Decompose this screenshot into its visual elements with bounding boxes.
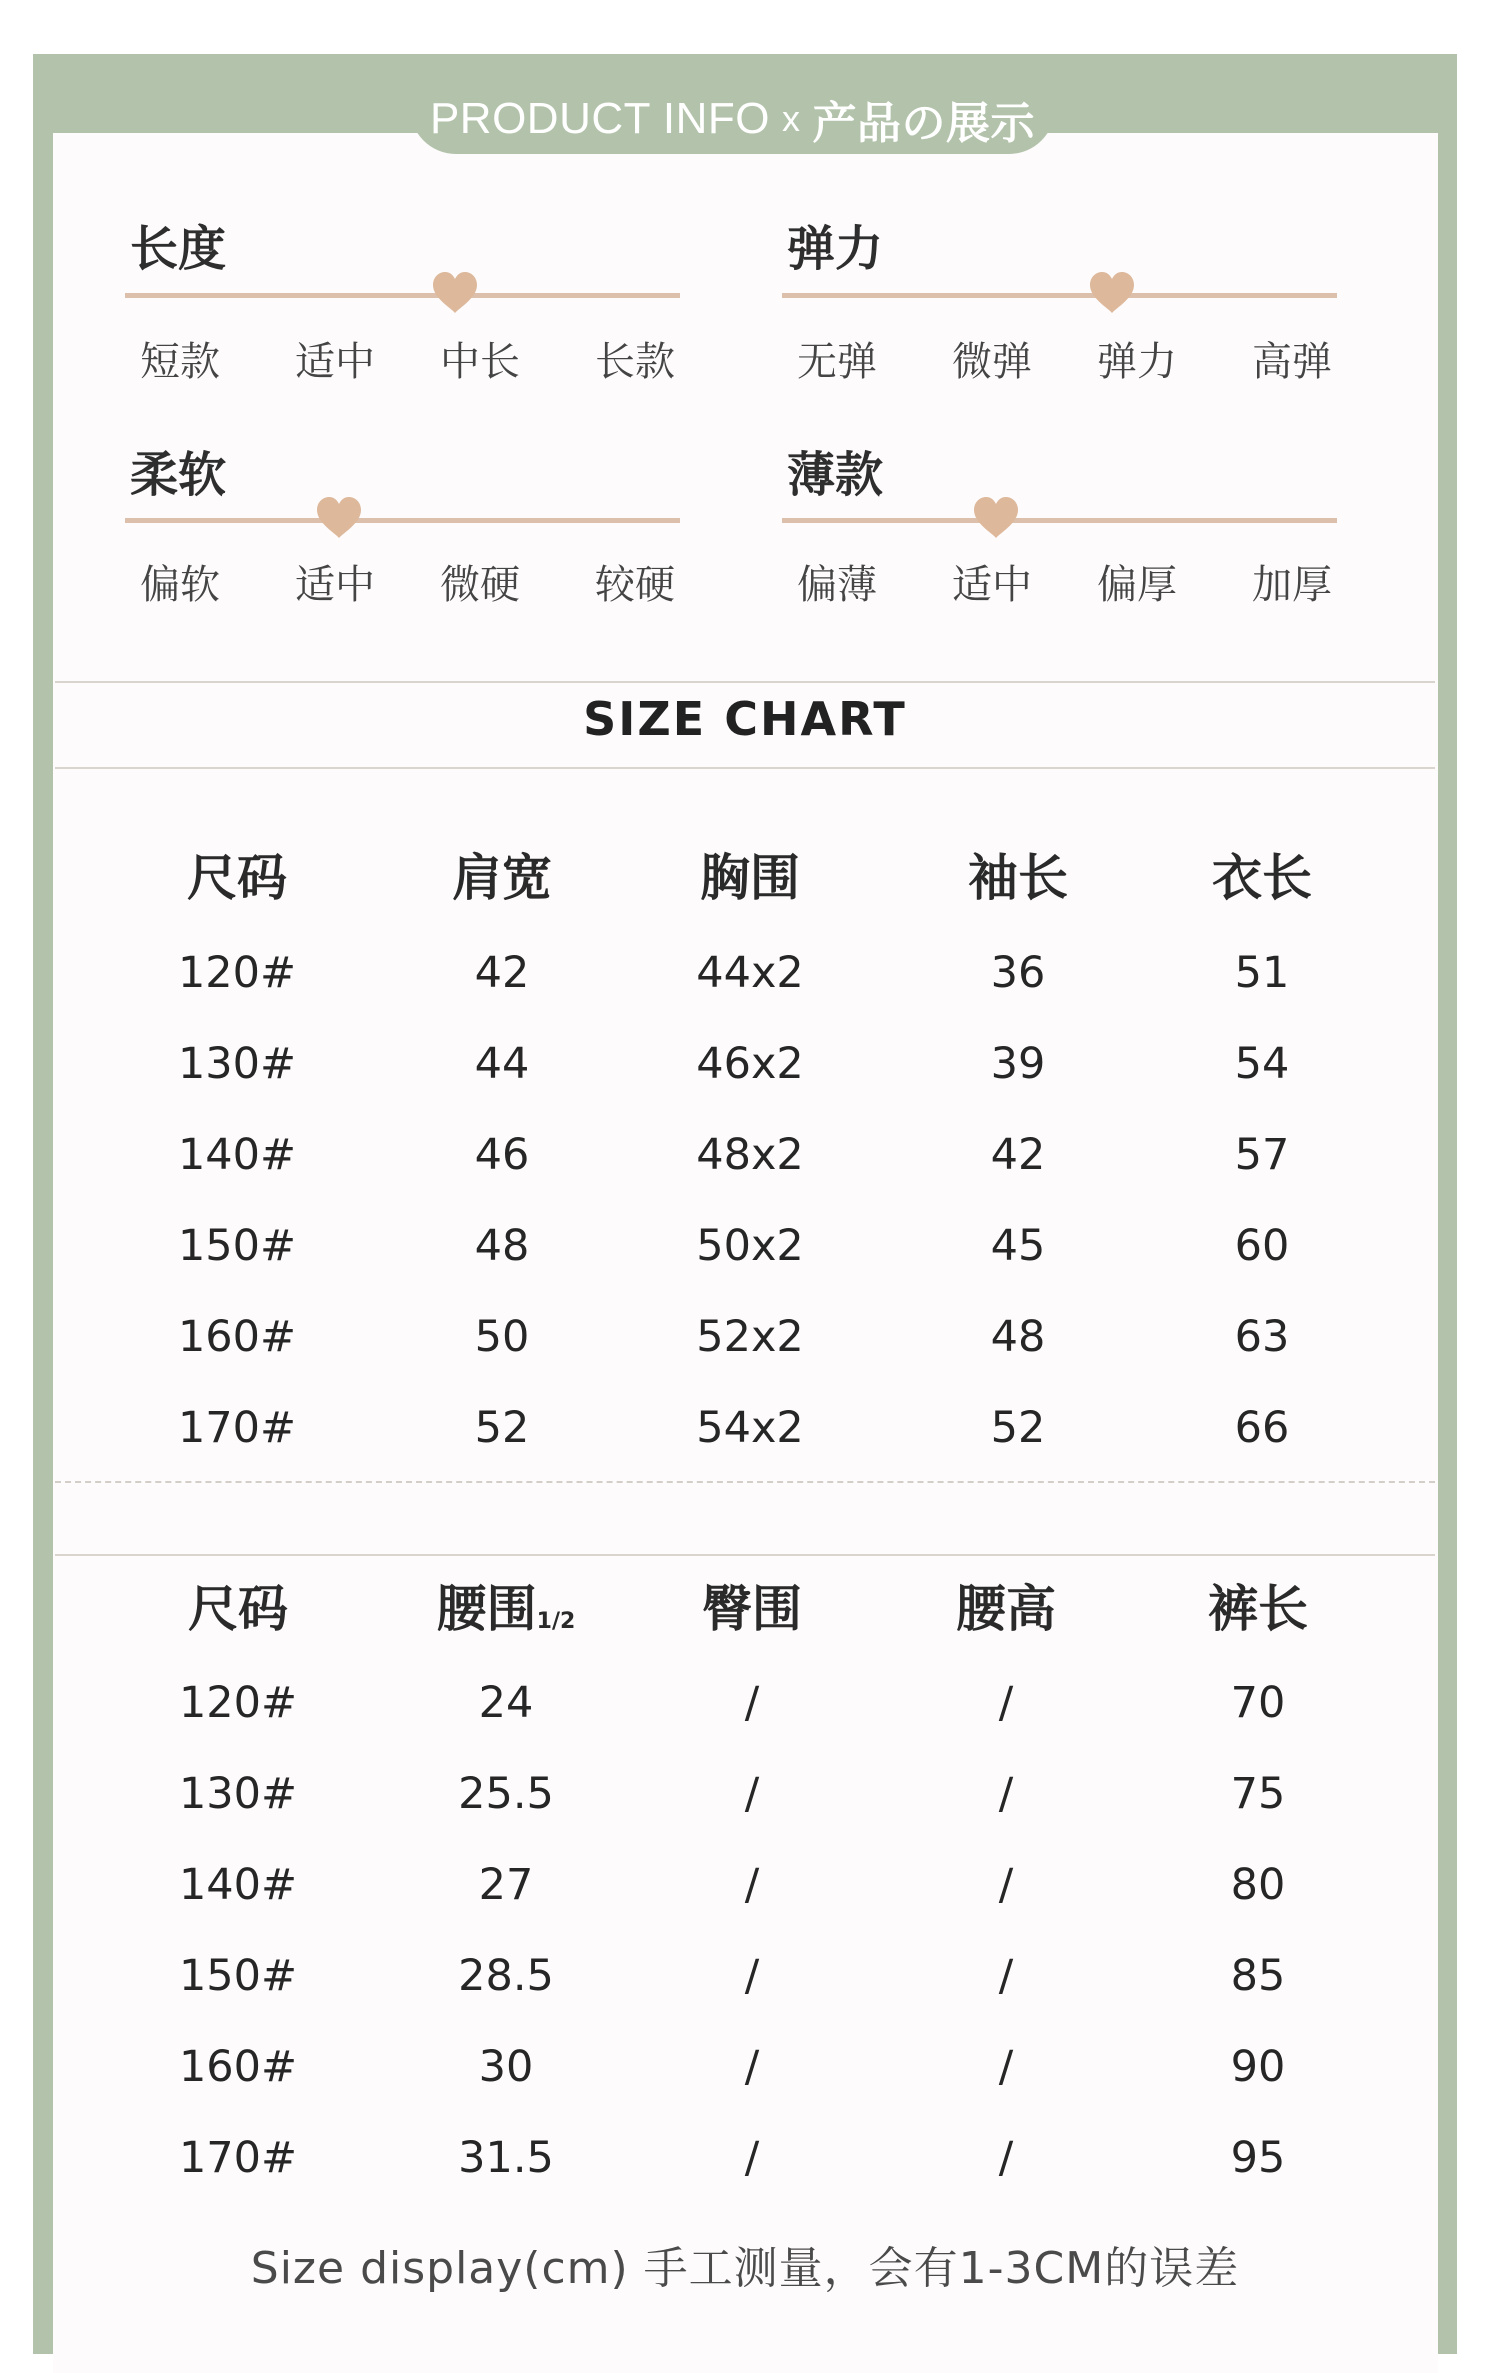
table-cell: 52 (474, 1403, 530, 1453)
table-cell: 46x2 (696, 1039, 804, 1089)
attr-title: 弹力 (787, 221, 884, 277)
attr-option: 长款 (595, 339, 675, 385)
table-header-label: 胸围 (700, 849, 800, 907)
table-cell: / (744, 1678, 760, 1728)
table-header (128, 1569, 348, 1641)
table-header (396, 1569, 616, 1641)
table-cell: 52x2 (696, 1312, 804, 1362)
table-cell: 170# (178, 2133, 298, 2183)
table-cell: / (998, 1678, 1014, 1728)
table-cell: 36 (990, 948, 1046, 998)
heart-icon (315, 496, 363, 540)
table-cell: / (744, 1769, 760, 1819)
table-header-label: 尺码 (187, 849, 287, 907)
attr-slider-track (125, 518, 680, 523)
table-cell: 31.5 (458, 2133, 554, 2183)
table-cell: 66 (1234, 1403, 1290, 1453)
size-chart-title: SIZE CHART (583, 692, 907, 746)
attr-slider-track (782, 518, 1337, 523)
divider-bottom-table (55, 1554, 1435, 1556)
table-cell: 150# (178, 1951, 298, 2001)
header-cn: 产品の展示 (812, 98, 1036, 149)
dashed-divider (55, 1481, 1435, 1483)
table-cell: / (744, 1951, 760, 2001)
table-cell: / (744, 2042, 760, 2092)
table-cell: 90 (1230, 2042, 1286, 2092)
table-cell: 46 (474, 1130, 530, 1180)
attr-option: 短款 (140, 339, 220, 385)
table-cell: 30 (478, 2042, 534, 2092)
table-cell: 50x2 (696, 1221, 804, 1271)
attr-option: 偏厚 (1097, 562, 1177, 608)
divider-top (55, 681, 1435, 683)
table-cell: 63 (1234, 1312, 1290, 1362)
attr-option: 偏软 (140, 562, 220, 608)
table-header-label: 衣长 (1212, 849, 1312, 907)
table-header-label: 袖长 (968, 849, 1068, 907)
table-cell: / (998, 2042, 1014, 2092)
table-cell: / (998, 2133, 1014, 2183)
table-header (1148, 1569, 1368, 1641)
table-cell: 170# (177, 1403, 297, 1453)
attr-option: 高弹 (1252, 339, 1332, 385)
table-header-label: 臀围 (702, 1580, 802, 1638)
table-cell: 70 (1230, 1678, 1286, 1728)
table-cell: / (998, 1860, 1014, 1910)
attr-slider-track (782, 293, 1337, 298)
table-cell: / (998, 1951, 1014, 2001)
table-cell: 27 (478, 1860, 534, 1910)
heart-icon (431, 271, 479, 315)
table-cell: 150# (177, 1221, 297, 1271)
table-cell: 28.5 (458, 1951, 554, 2001)
heart-icon (972, 496, 1020, 540)
attr-option: 适中 (952, 562, 1032, 608)
table-cell: 25.5 (458, 1769, 554, 1819)
table-cell: 140# (177, 1130, 297, 1180)
table-cell: 54x2 (696, 1403, 804, 1453)
attr-option: 中长 (440, 339, 520, 385)
table-cell: 75 (1230, 1769, 1286, 1819)
divider-size-chart (55, 767, 1435, 769)
attr-option: 适中 (295, 339, 375, 385)
table-header-label: 腰高 (956, 1580, 1056, 1638)
attr-option: 偏薄 (797, 562, 877, 608)
attr-slider-track (125, 293, 680, 298)
table-cell: 60 (1234, 1221, 1290, 1271)
table-cell: 48 (990, 1312, 1046, 1362)
attr-option: 较硬 (595, 562, 675, 608)
table-cell: 24 (478, 1678, 534, 1728)
attr-option: 微硬 (440, 562, 520, 608)
header-en: PRODUCT INFO (429, 94, 771, 143)
footer-note: Size display(cm) 手工测量，会有1-3CM的误差 (250, 2243, 1240, 2294)
header-tab (410, 84, 1055, 154)
table-cell: 130# (177, 1039, 297, 1089)
table-header-label: 肩宽 (452, 849, 552, 907)
table-header (640, 838, 860, 910)
table-cell: 54 (1234, 1039, 1290, 1089)
table-cell: 45 (990, 1221, 1046, 1271)
attr-option: 适中 (295, 562, 375, 608)
table-header (1152, 838, 1372, 910)
header-x: x (782, 98, 801, 139)
attr-option: 弹力 (1097, 339, 1177, 385)
table-header-label: 腰围 (436, 1580, 537, 1638)
table-cell: / (744, 1860, 760, 1910)
table-cell: / (998, 1769, 1014, 1819)
table-cell: 120# (177, 948, 297, 998)
table-cell: 160# (178, 2042, 298, 2092)
table-cell: 48x2 (696, 1130, 804, 1180)
waist-half-note: 1/2 (536, 1609, 576, 1634)
table-cell: 85 (1230, 1951, 1286, 2001)
table-header (642, 1569, 862, 1641)
table-header-label: 尺码 (188, 1580, 288, 1638)
table-cell: 160# (177, 1312, 297, 1362)
table-cell: 57 (1234, 1130, 1290, 1180)
table-header (896, 1569, 1116, 1641)
attr-option: 加厚 (1252, 562, 1332, 608)
table-cell: 120# (178, 1678, 298, 1728)
table-cell: 140# (178, 1860, 298, 1910)
table-cell: 80 (1230, 1860, 1286, 1910)
attr-title: 长度 (130, 221, 227, 277)
table-cell: 42 (990, 1130, 1046, 1180)
attr-title: 柔软 (130, 447, 227, 503)
table-cell: 42 (474, 948, 530, 998)
table-header (392, 838, 612, 910)
table-cell: 48 (474, 1221, 530, 1271)
table-cell: 44x2 (696, 948, 804, 998)
attr-option: 无弹 (797, 339, 877, 385)
table-cell: 95 (1230, 2133, 1286, 2183)
attr-title: 薄款 (787, 447, 884, 503)
table-cell: 130# (178, 1769, 298, 1819)
table-cell: 52 (990, 1403, 1046, 1453)
table-header (908, 838, 1128, 910)
table-cell: / (744, 2133, 760, 2183)
attr-option: 微弹 (952, 339, 1032, 385)
table-cell: 39 (990, 1039, 1046, 1089)
table-cell: 51 (1234, 948, 1290, 998)
heart-icon (1088, 271, 1136, 315)
table-header (127, 838, 347, 910)
table-header-label: 裤长 (1208, 1580, 1308, 1638)
table-cell: 50 (474, 1312, 530, 1362)
table-cell: 44 (474, 1039, 530, 1089)
